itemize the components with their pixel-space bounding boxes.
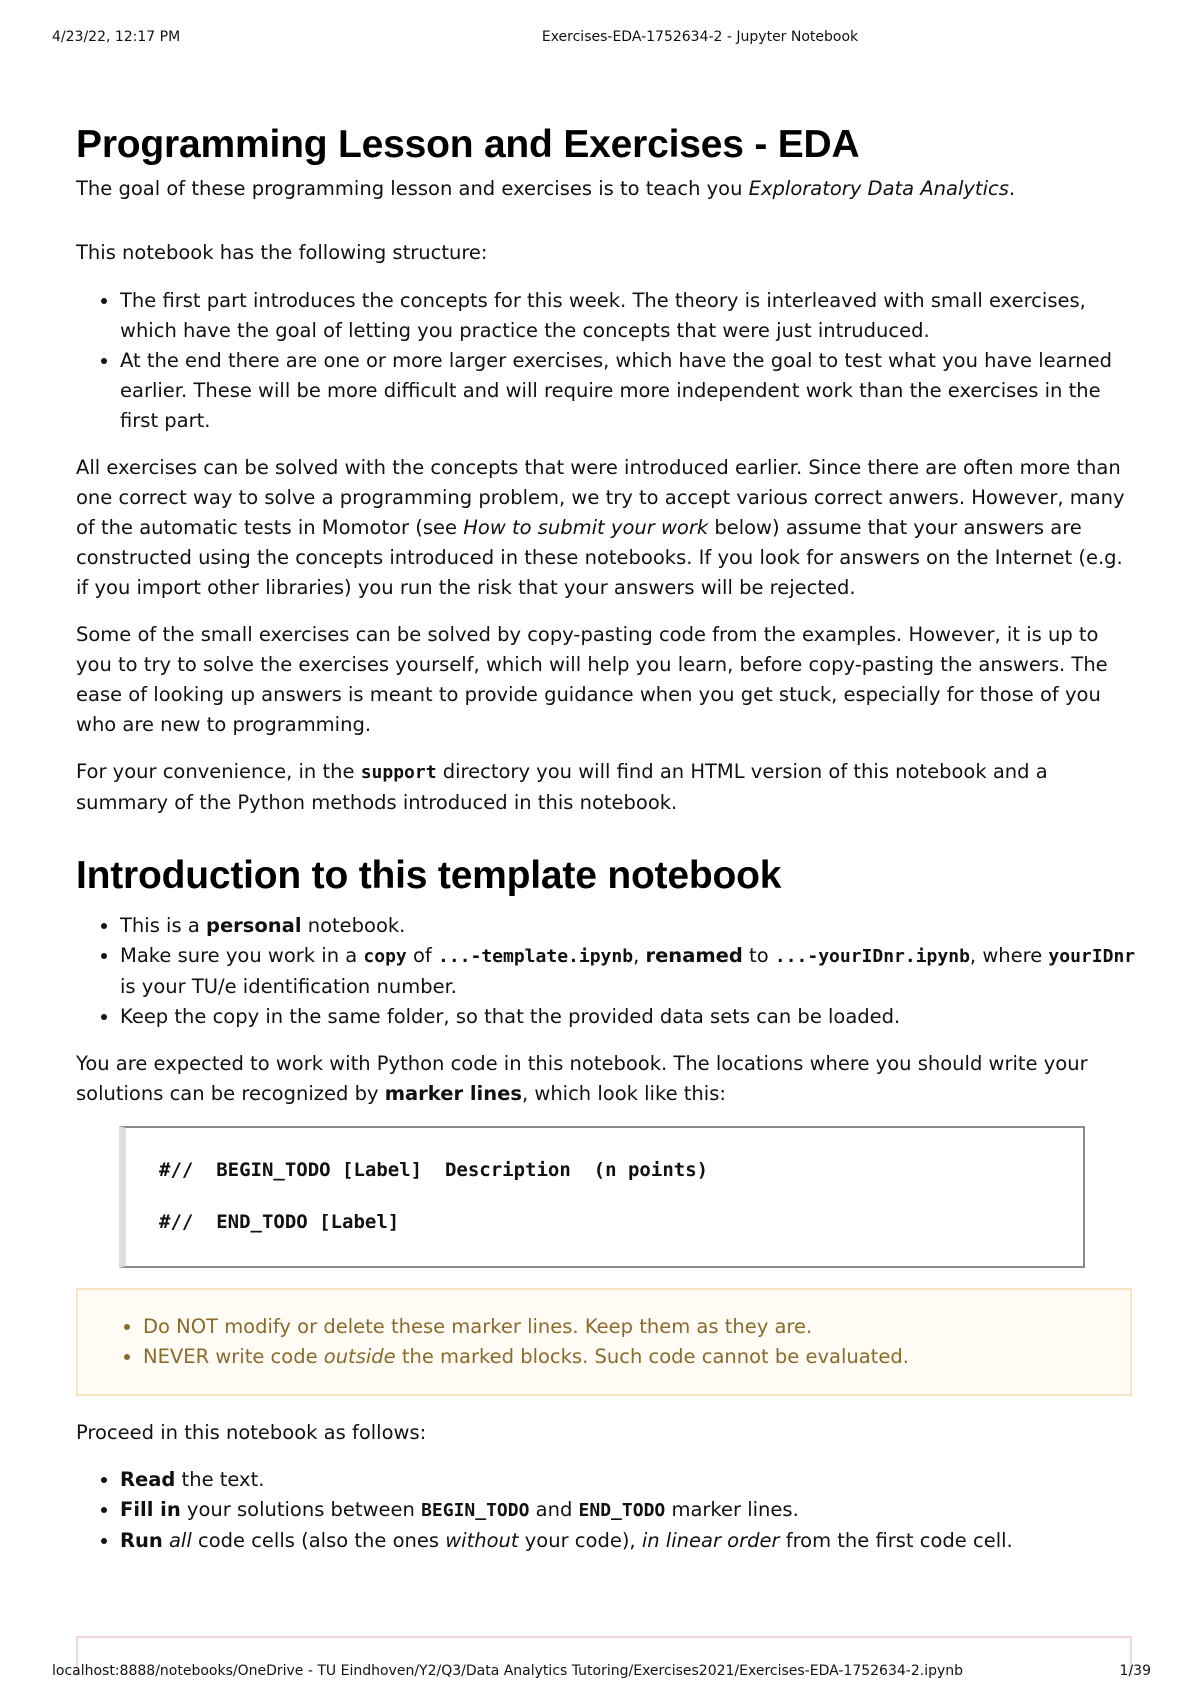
proceed-intro: Proceed in this notebook as follows:: [76, 1421, 427, 1444]
expectation-paragraph: [76, 1049, 1136, 1109]
text: is your TU/e identification number.: [120, 975, 458, 998]
text: to: [742, 944, 775, 967]
para-text: below) assume that your answers are constructed using the concepts introduced in these notebooks. If you look for answers on the Internet (e.g. if you import other libraries) you run the risk that your answers will be rejected.: [76, 516, 1123, 599]
para-text: directory you will find an HTML version of this notebook and a summary of the Python methods introduced in this notebook.: [76, 760, 1048, 814]
text: the marked blocks. Such code cannot be evaluated.: [395, 1345, 909, 1368]
list-item: [143, 1342, 1130, 1372]
intro-heading: Introduction to this template notebook: [76, 854, 782, 897]
text: ,: [633, 944, 646, 967]
text: , which look like this:: [521, 1082, 726, 1105]
template-list: [76, 911, 1136, 1032]
bold-text: personal: [205, 914, 302, 937]
end-todo-code: END_TODO: [578, 1500, 666, 1521]
print-title: Exercises-EDA-1752634-2 - Jupyter Notebook: [541, 29, 859, 45]
print-url: localhost:8888/notebooks/OneDrive - TU Eindhoven/Y2/Q3/Data Analytics Tutoring/Exercises2021/Exercises-EDA-1752634-2.ipynb: [52, 1663, 964, 1679]
warning-box: [76, 1288, 1132, 1396]
code-line-begin: #// BEGIN_TODO [Label] Description (n points): [159, 1159, 709, 1181]
exercises-paragraph: [76, 453, 1136, 603]
text: You are expected to work with Python code in this notebook. The locations where you should write your solutions can be recognized by: [76, 1052, 1088, 1105]
emphasis: in linear order: [641, 1529, 780, 1552]
print-date: 4/23/22, 12:17 PM: [52, 29, 181, 45]
proceed-list: [76, 1465, 1136, 1556]
text: code cells (also the ones: [191, 1529, 446, 1552]
emphasis: all: [168, 1529, 192, 1552]
list-item: [120, 941, 1136, 1002]
text: marker lines.: [665, 1498, 799, 1521]
page-number: 1/39: [1119, 1663, 1151, 1679]
print-header: [0, 29, 1200, 51]
text: notebook.: [301, 914, 406, 937]
list-item: [120, 911, 1136, 941]
submit-link-text: How to submit your work: [463, 516, 709, 539]
goal-paragraph: [76, 174, 1136, 204]
text: and: [529, 1498, 579, 1521]
list-item: [120, 1495, 1136, 1526]
code-line-end: #// END_TODO [Label]: [159, 1211, 400, 1233]
para-text: For your convenience, in the: [76, 760, 361, 783]
text: your code),: [518, 1529, 642, 1552]
structure-intro: This notebook has the following structure:: [76, 241, 488, 264]
para-text: All exercises can be solved with the concepts that were introduced earlier. Since there are often more than one correct way to solve a programming problem, we try to accept various correct anwers. However, many of the automatic tests in Momotor (see: [76, 456, 1125, 539]
text: your solutions between: [180, 1498, 422, 1521]
bold-text: renamed: [645, 944, 743, 967]
structure-list: [76, 286, 1136, 436]
begin-todo-code: BEGIN_TODO: [421, 1500, 530, 1521]
list-item: • The first part introduces the concepts for this week. The theory is interleaved with small exercises, which have the goal of letting you practice the concepts that were just intruduced.: [120, 286, 1136, 346]
emphasis: outside: [323, 1345, 396, 1368]
text: , where: [969, 944, 1049, 967]
template-filename: ...-template.ipynb: [437, 946, 634, 967]
text: the text.: [175, 1468, 265, 1491]
bold-text: Fill in: [120, 1498, 181, 1521]
support-paragraph: [76, 757, 1136, 818]
text: Make sure you work in a: [120, 944, 364, 967]
bold-copy: copy: [363, 946, 407, 967]
goal-text-end: .: [1008, 177, 1016, 200]
bold-text: Run: [120, 1529, 163, 1552]
yourid-filename: ...-yourIDnr.ipynb: [774, 946, 970, 967]
marker-code-block: [119, 1126, 1085, 1268]
bold-text: Read: [120, 1468, 176, 1491]
emphasis: without: [445, 1529, 519, 1552]
lesson-heading: Programming Lesson and Exercises - EDA: [76, 123, 860, 166]
text: NEVER write code: [143, 1345, 324, 1368]
goal-text: The goal of these programming lesson and exercises is to teach you: [76, 177, 749, 200]
idnr-code: yourIDnr: [1048, 946, 1136, 967]
list-item: • Keep the copy in the same folder, so that the provided data sets can be loaded.: [120, 1002, 1136, 1032]
bold-text: marker lines: [384, 1082, 522, 1105]
list-item: [120, 1465, 1136, 1495]
text: from the first code cell.: [779, 1529, 1013, 1552]
goal-emphasis: Exploratory Data Analytics: [748, 177, 1009, 200]
list-item: [120, 1526, 1136, 1556]
copy-paste-paragraph: Some of the small exercises can be solved by copy-pasting code from the examples. However, it is up to you to try to solve the exercises yourself, which will help you learn, before copy-pasting the answers. The ease of looking up answers is meant to provide guidance when you get stuck, especially for those of you who are new to programming.: [76, 623, 1108, 736]
list-item: • Do NOT modify or delete these marker lines. Keep them as they are.: [143, 1312, 1130, 1342]
text: This is a: [120, 914, 206, 937]
text: of: [406, 944, 438, 967]
support-code: support: [360, 762, 437, 783]
notebook-content: [76, 122, 1136, 1556]
list-item: • At the end there are one or more larger exercises, which have the goal to test what you have learned earlier. These will be more difficult and will require more independent work than the exercises in the first part.: [120, 346, 1136, 436]
warning-list: [78, 1312, 1130, 1372]
